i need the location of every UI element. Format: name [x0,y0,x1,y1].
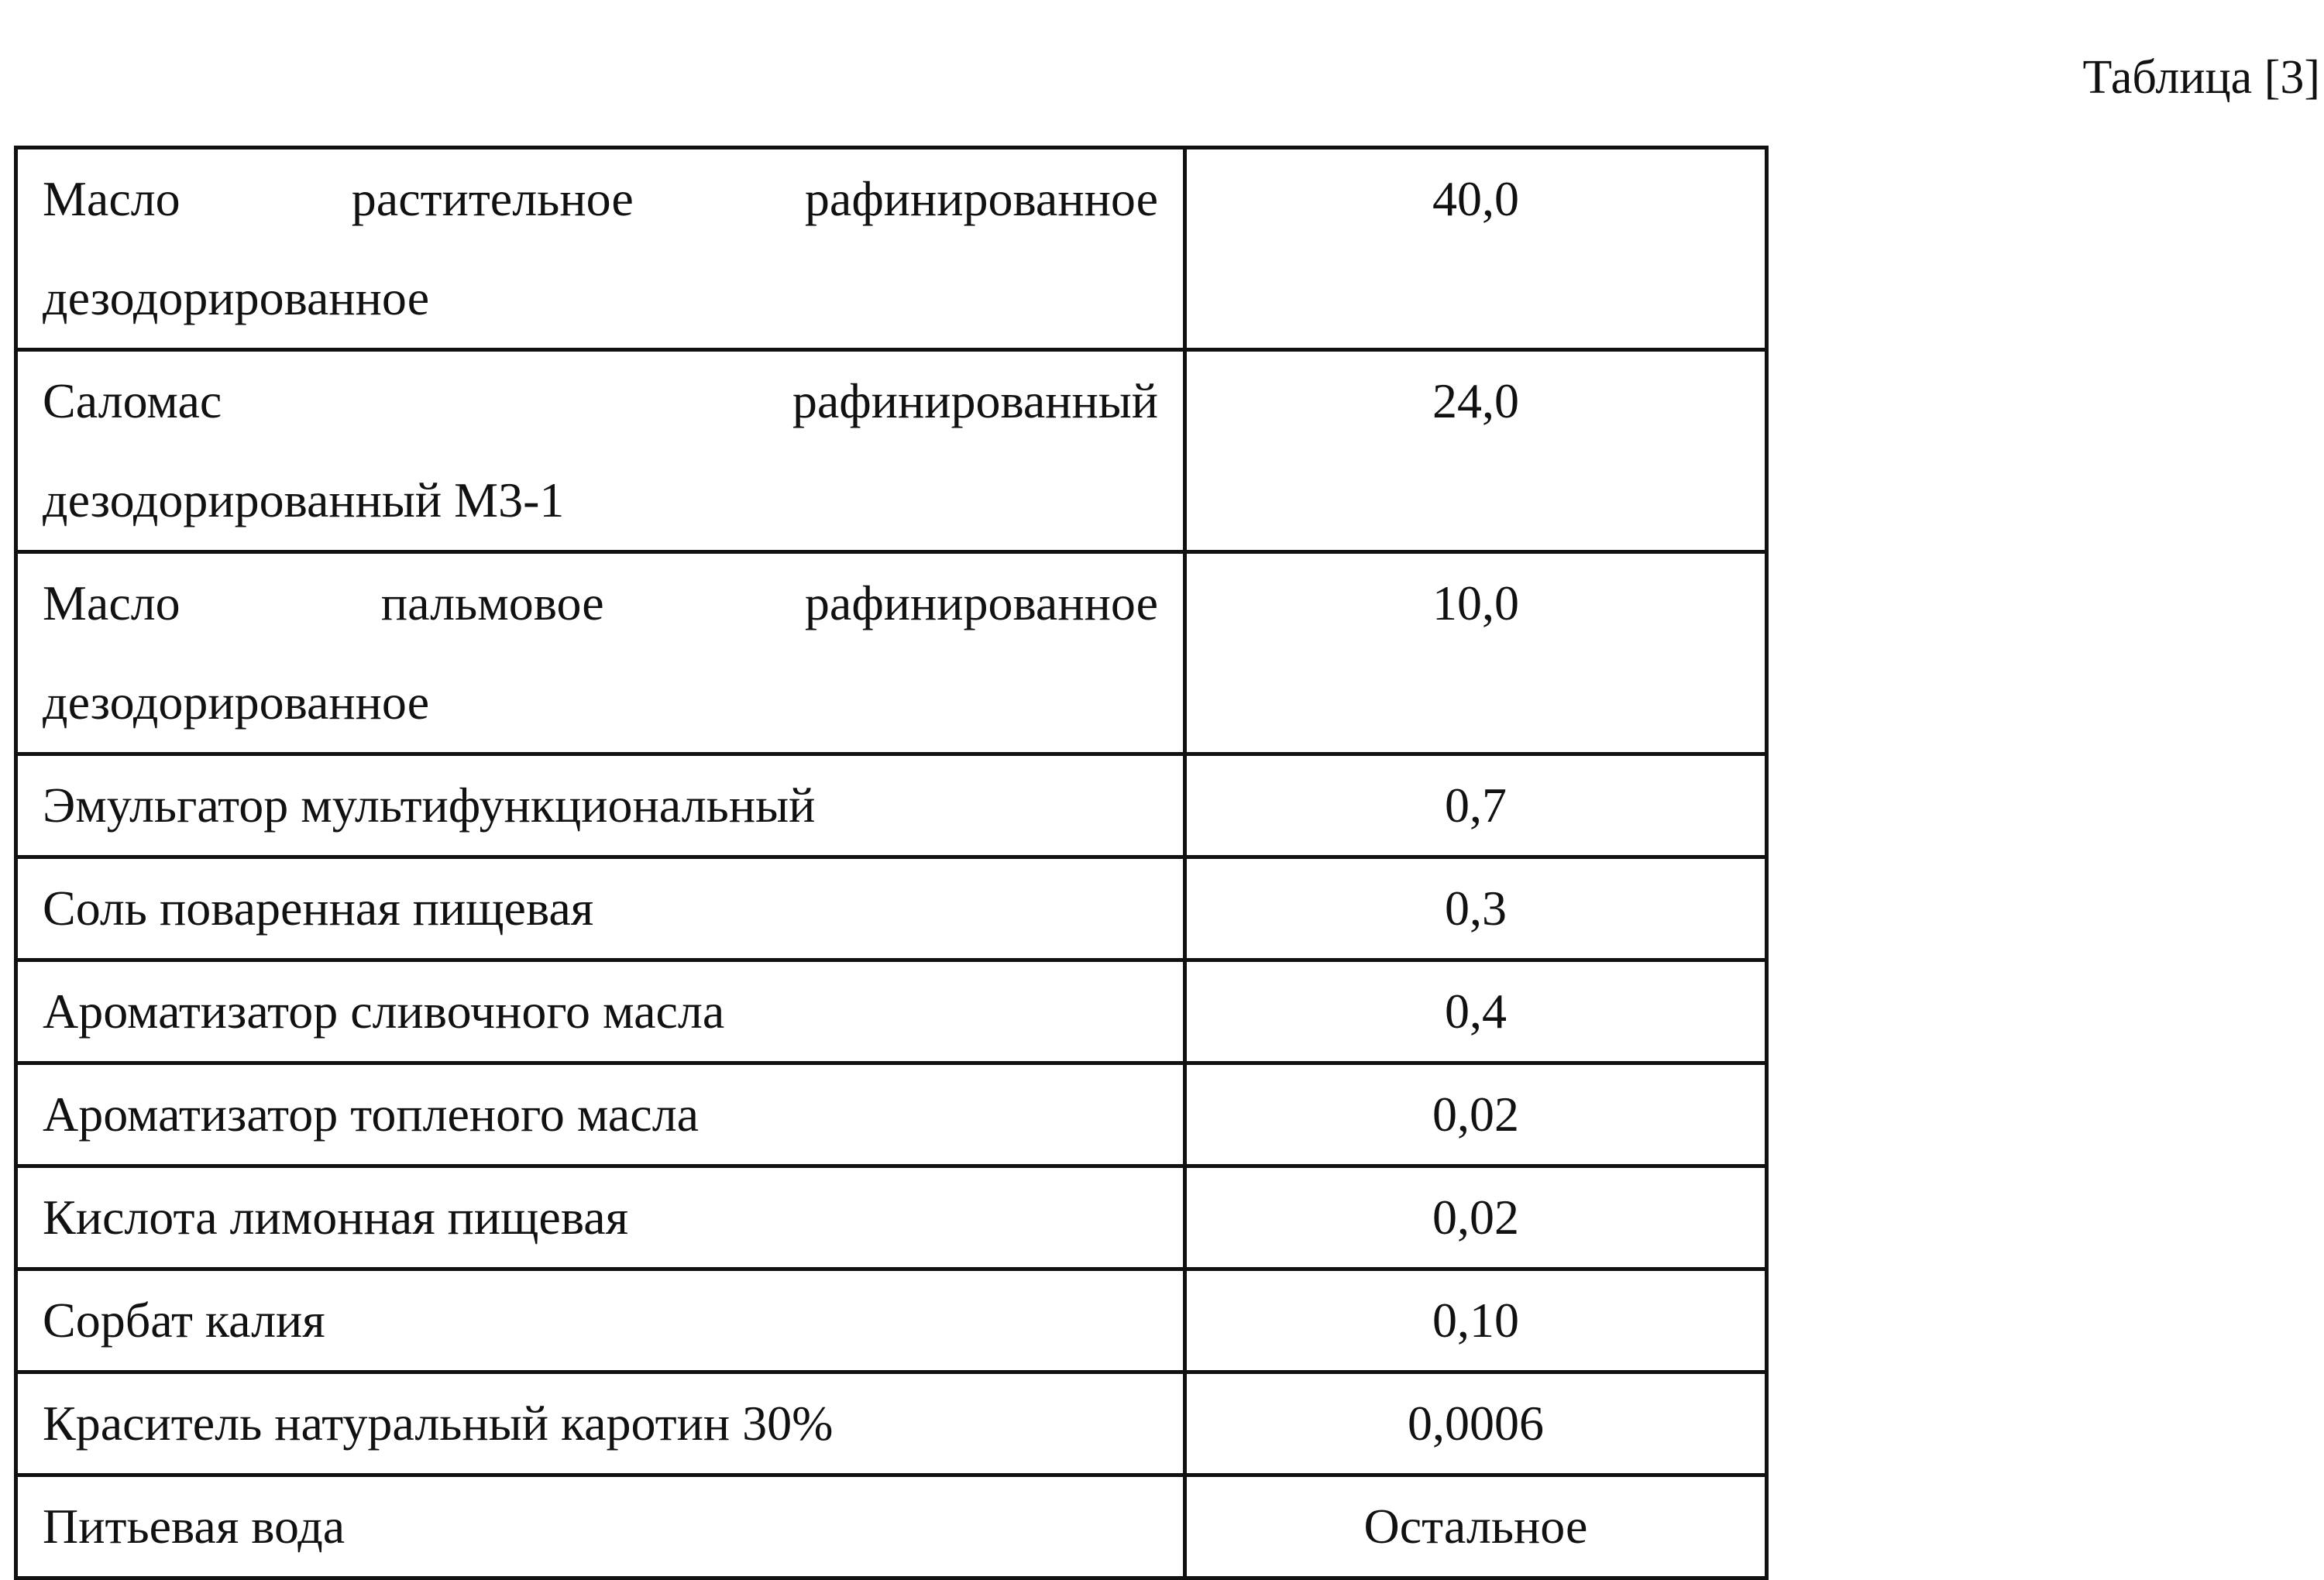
ingredient-name [16,552,1185,754]
table-row [16,857,1767,960]
ingredient-name-line: Масло растительное рафинированное [43,171,1158,226]
ingredient-amount: 40,0 [1185,148,1767,350]
table-row [16,1063,1767,1166]
ingredient-amount: 0,4 [1185,960,1767,1063]
table-row [16,754,1767,857]
table-caption: Таблица [3] [2082,51,2320,104]
ingredient-amount: 24,0 [1185,350,1767,552]
ingredient-name: Соль поваренная пищевая [16,857,1185,960]
ingredient-name-line: дезодорированное [43,675,430,730]
ingredient-name [16,148,1185,350]
ingredient-amount: 0,02 [1185,1166,1767,1269]
table-row [16,1372,1767,1475]
ingredient-name: Краситель натуральный каротин 30% [16,1372,1185,1475]
ingredient-name-line: Саломас рафинированный [43,373,1158,428]
table-row [16,148,1767,350]
ingredient-amount: 0,3 [1185,857,1767,960]
table-row [16,1475,1767,1578]
ingredient-amount: 10,0 [1185,552,1767,754]
ingredient-name: Кислота лимонная пищевая [16,1166,1185,1269]
ingredient-name: Ароматизатор сливочного масла [16,960,1185,1063]
table-row [16,1166,1767,1269]
ingredient-amount: 0,10 [1185,1269,1767,1372]
ingredient-name-line: дезодорированный М3-1 [43,472,565,527]
table-row [16,1269,1767,1372]
table-row [16,960,1767,1063]
ingredient-name-line: Масло пальмовое рафинированное [43,575,1158,630]
ingredient-name: Эмульгатор мультифункциональный [16,754,1185,857]
ingredient-amount: Остальное [1185,1475,1767,1578]
ingredient-name-line: дезодорированное [43,270,430,325]
ingredient-name [16,350,1185,552]
composition-table [14,146,1769,1580]
table-row [16,350,1767,552]
ingredient-name: Ароматизатор топленого масла [16,1063,1185,1166]
ingredient-amount: 0,02 [1185,1063,1767,1166]
ingredient-name: Питьевая вода [16,1475,1185,1578]
ingredient-amount: 0,7 [1185,754,1767,857]
table-row [16,552,1767,754]
ingredient-name: Сорбат калия [16,1269,1185,1372]
ingredient-amount: 0,0006 [1185,1372,1767,1475]
